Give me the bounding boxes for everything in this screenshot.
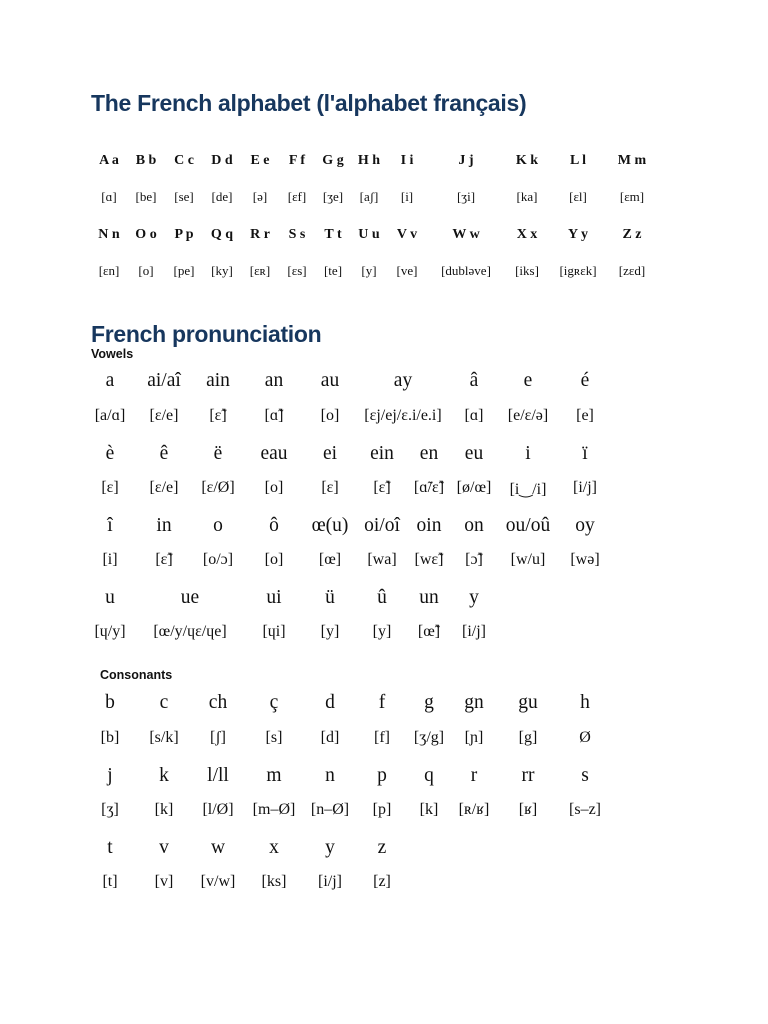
- letter-cell: ein: [370, 443, 394, 464]
- letter-cell: Y y: [567, 227, 589, 242]
- letter-cell: u: [105, 587, 115, 608]
- letter-cell: A a: [99, 153, 119, 168]
- letter-cell: p: [377, 765, 387, 786]
- letter-cell: rr: [521, 765, 535, 786]
- letter-cell: M m: [617, 153, 647, 168]
- page-title: The French alphabet (l'alphabet français): [91, 90, 527, 116]
- ipa-cell: [ɛʀ]: [249, 263, 271, 278]
- letter-cell: P p: [174, 227, 194, 242]
- letter-cell: ê: [159, 443, 169, 464]
- ipa-cell: [b]: [100, 729, 120, 746]
- letter-cell: in: [156, 515, 172, 536]
- letter-cell: î: [107, 515, 113, 536]
- letter-cell: û: [377, 587, 387, 608]
- ipa-cell: [ɛ/e]: [149, 407, 179, 424]
- ipa-cell: [wa]: [367, 551, 397, 568]
- ipa-cell: [ɛj/ej/ɛ.i/e.i]: [364, 407, 442, 424]
- ipa-cell: [i/j]: [573, 479, 597, 496]
- ipa-cell: [te]: [323, 263, 343, 278]
- ipa-cell: [ɛf]: [287, 189, 307, 204]
- ipa-cell: [g]: [518, 729, 538, 746]
- letter-cell: h: [580, 692, 590, 713]
- letter-cell: on: [464, 515, 484, 536]
- ipa-cell: [o/ɔ]: [202, 551, 234, 568]
- ipa-cell: [wə]: [570, 551, 600, 568]
- ipa-cell: [y]: [372, 623, 392, 640]
- ipa-cell: [ka]: [516, 189, 538, 204]
- ipa-cell: [ɛ̃]: [155, 551, 173, 568]
- ipa-cell: [y]: [320, 623, 340, 640]
- ipa-cell: [wɛ̃]: [414, 551, 444, 568]
- letter-cell: B b: [135, 153, 157, 168]
- letter-cell: Q q: [210, 227, 234, 242]
- ipa-cell: [v]: [154, 873, 174, 890]
- letter-cell: t: [107, 837, 113, 858]
- letter-cell: C c: [174, 153, 194, 168]
- letter-cell: s: [581, 765, 589, 786]
- letter-cell: gu: [518, 692, 538, 713]
- ipa-cell: [i]: [400, 189, 414, 204]
- letter-cell: k: [159, 765, 169, 786]
- letter-cell: œ(u): [311, 515, 349, 536]
- letter-cell: ë: [213, 443, 223, 464]
- ipa-cell: [ɛ/Ø]: [201, 479, 235, 496]
- letter-cell: g: [424, 692, 434, 713]
- ipa-cell: [i/j]: [318, 873, 342, 890]
- letter-cell: N n: [98, 227, 120, 242]
- ipa-cell: [ɛ̃]: [209, 407, 227, 424]
- ipa-cell: [e/ɛ/ə]: [507, 407, 549, 424]
- letter-cell: ain: [206, 370, 230, 391]
- ipa-cell: [p]: [372, 801, 392, 818]
- ipa-cell: [i‿/i]: [509, 481, 547, 498]
- letter-cell: X x: [516, 227, 538, 242]
- letter-cell: ch: [208, 692, 228, 713]
- ipa-cell: [ky]: [211, 263, 233, 278]
- ipa-cell: [ɛ]: [321, 479, 339, 496]
- ipa-cell: [o]: [320, 407, 340, 424]
- ipa-cell: [m–Ø]: [252, 801, 296, 818]
- letter-cell: J j: [458, 153, 474, 168]
- ipa-cell: [se]: [174, 189, 194, 204]
- pronunciation-heading: French pronunciation: [91, 321, 322, 347]
- ipa-cell: [pe]: [173, 263, 195, 278]
- letter-cell: eau: [260, 443, 288, 464]
- letter-cell: oin: [416, 515, 442, 536]
- ipa-cell: [s/k]: [149, 729, 179, 746]
- letter-cell: V v: [396, 227, 418, 242]
- letter-cell: x: [269, 837, 279, 858]
- ipa-cell: [o]: [138, 263, 154, 278]
- letter-cell: i: [525, 443, 531, 464]
- ipa-cell: [ve]: [396, 263, 418, 278]
- letter-cell: é: [580, 370, 590, 391]
- letter-cell: R r: [250, 227, 270, 242]
- letter-cell: I i: [400, 153, 414, 168]
- ipa-cell: [i/j]: [462, 623, 486, 640]
- letter-cell: â: [469, 370, 479, 391]
- letter-cell: ü: [325, 587, 335, 608]
- letter-cell: y: [469, 587, 479, 608]
- letter-cell: e: [523, 370, 533, 391]
- letter-cell: c: [159, 692, 169, 713]
- ipa-cell: [i]: [102, 551, 118, 568]
- ipa-cell: [n–Ø]: [310, 801, 350, 818]
- ipa-cell: [œ]: [318, 551, 342, 568]
- letter-cell: d: [325, 692, 335, 713]
- ipa-cell: [ʒ]: [101, 801, 119, 818]
- ipa-cell: [o]: [264, 551, 284, 568]
- ipa-cell: [ø/œ]: [456, 479, 492, 496]
- letter-cell: U u: [358, 227, 380, 242]
- letter-cell: è: [105, 443, 115, 464]
- ipa-cell: [l/Ø]: [202, 801, 234, 818]
- ipa-cell: [ɛn]: [98, 263, 120, 278]
- ipa-cell: [dubləve]: [441, 263, 491, 278]
- ipa-cell: [ɛ̃]: [373, 479, 391, 496]
- letter-cell: m: [266, 765, 282, 786]
- letter-cell: ai/aî: [147, 370, 181, 391]
- ipa-cell: [a/ɑ]: [94, 407, 126, 424]
- ipa-cell: [ɥ/y]: [94, 623, 126, 640]
- letter-cell: ay: [393, 370, 413, 391]
- letter-cell: S s: [288, 227, 306, 242]
- letter-cell: an: [264, 370, 284, 391]
- ipa-cell: [ɥi]: [262, 623, 286, 640]
- letter-cell: ç: [269, 692, 279, 713]
- letter-cell: l/ll: [207, 765, 229, 786]
- letter-cell: ou/oû: [505, 515, 551, 536]
- ipa-cell: [ʒ/g]: [413, 729, 445, 746]
- ipa-cell: [s–z]: [569, 801, 601, 818]
- letter-cell: gn: [464, 692, 484, 713]
- letter-cell: Z z: [622, 227, 642, 242]
- letter-cell: a: [105, 370, 115, 391]
- ipa-cell: Ø: [579, 729, 591, 746]
- ipa-cell: [œ/y/ɥɛ/ɥe]: [153, 623, 227, 640]
- letter-cell: H h: [357, 153, 381, 168]
- consonants-subheading: Consonants: [100, 668, 173, 682]
- ipa-cell: [t]: [102, 873, 118, 890]
- letter-cell: j: [107, 765, 113, 786]
- letter-cell: en: [419, 443, 439, 464]
- letter-cell: T t: [324, 227, 342, 242]
- ipa-cell: [ɔ̃]: [465, 551, 483, 568]
- ipa-cell: [zɛd]: [618, 263, 646, 278]
- vowels-subheading: Vowels: [91, 347, 134, 361]
- ipa-cell: [aʃ]: [359, 189, 379, 204]
- ipa-cell: [s]: [265, 729, 283, 746]
- ipa-cell: [ʒi]: [456, 189, 476, 204]
- letter-cell: r: [470, 765, 478, 786]
- ipa-cell: [ɑ̃]: [264, 407, 284, 424]
- ipa-cell: [igʀɛk]: [559, 263, 597, 278]
- letter-cell: ô: [269, 515, 279, 536]
- letter-cell: ui: [266, 587, 282, 608]
- letter-cell: K k: [515, 153, 539, 168]
- ipa-cell: [ɛl]: [569, 189, 587, 204]
- letter-cell: un: [419, 587, 439, 608]
- letter-cell: n: [325, 765, 335, 786]
- ipa-cell: [ʒe]: [322, 189, 344, 204]
- ipa-cell: [ɑ̃/ɛ̃]: [413, 479, 445, 496]
- letter-cell: O o: [135, 227, 157, 242]
- letter-cell: W w: [452, 227, 480, 242]
- letter-cell: eu: [464, 443, 484, 464]
- ipa-cell: [o]: [264, 479, 284, 496]
- ipa-cell: [ʁ]: [518, 801, 538, 818]
- ipa-cell: [ɑ]: [464, 407, 484, 424]
- letter-cell: oy: [575, 515, 595, 536]
- ipa-cell: [e]: [576, 407, 594, 424]
- letter-cell: y: [325, 837, 335, 858]
- letter-cell: ue: [180, 587, 200, 608]
- letter-cell: z: [377, 837, 387, 858]
- letter-cell: v: [159, 837, 169, 858]
- letter-cell: E e: [250, 153, 270, 168]
- ipa-cell: [k]: [154, 801, 174, 818]
- letter-cell: q: [424, 765, 434, 786]
- ipa-cell: [d]: [320, 729, 340, 746]
- ipa-cell: [v/w]: [200, 873, 236, 890]
- letter-cell: ei: [322, 443, 338, 464]
- ipa-cell: [k]: [419, 801, 439, 818]
- ipa-cell: [z]: [373, 873, 391, 890]
- ipa-cell: [ʃ]: [210, 729, 226, 746]
- ipa-cell: [œ̃]: [417, 623, 441, 640]
- ipa-cell: [be]: [135, 189, 157, 204]
- ipa-cell: [ks]: [261, 873, 287, 890]
- ipa-cell: [y]: [361, 263, 377, 278]
- ipa-cell: [ɑ]: [101, 189, 117, 204]
- ipa-cell: [ɲ]: [464, 729, 484, 746]
- letter-cell: au: [320, 370, 340, 391]
- ipa-cell: [iks]: [515, 263, 539, 278]
- ipa-cell: [ɛ]: [101, 479, 119, 496]
- letter-cell: D d: [211, 153, 233, 168]
- letter-cell: F f: [288, 153, 306, 168]
- letter-cell: L l: [570, 153, 586, 168]
- ipa-cell: [de]: [211, 189, 233, 204]
- letter-cell: o: [213, 515, 223, 536]
- ipa-cell: [w/u]: [510, 551, 546, 568]
- letter-cell: w: [210, 837, 226, 858]
- ipa-cell: [ɛs]: [287, 263, 307, 278]
- ipa-cell: [ɛm]: [619, 189, 645, 204]
- letter-cell: b: [105, 692, 115, 713]
- letter-cell: f: [378, 692, 386, 713]
- ipa-cell: [f]: [374, 729, 390, 746]
- letter-cell: oi/oî: [364, 515, 400, 536]
- ipa-cell: [ə]: [252, 189, 268, 204]
- ipa-cell: [ʀ/ʁ]: [458, 801, 490, 818]
- ipa-cell: [ɛ/e]: [149, 479, 179, 496]
- letter-cell: G g: [322, 153, 344, 168]
- letter-cell: ï: [582, 443, 588, 464]
